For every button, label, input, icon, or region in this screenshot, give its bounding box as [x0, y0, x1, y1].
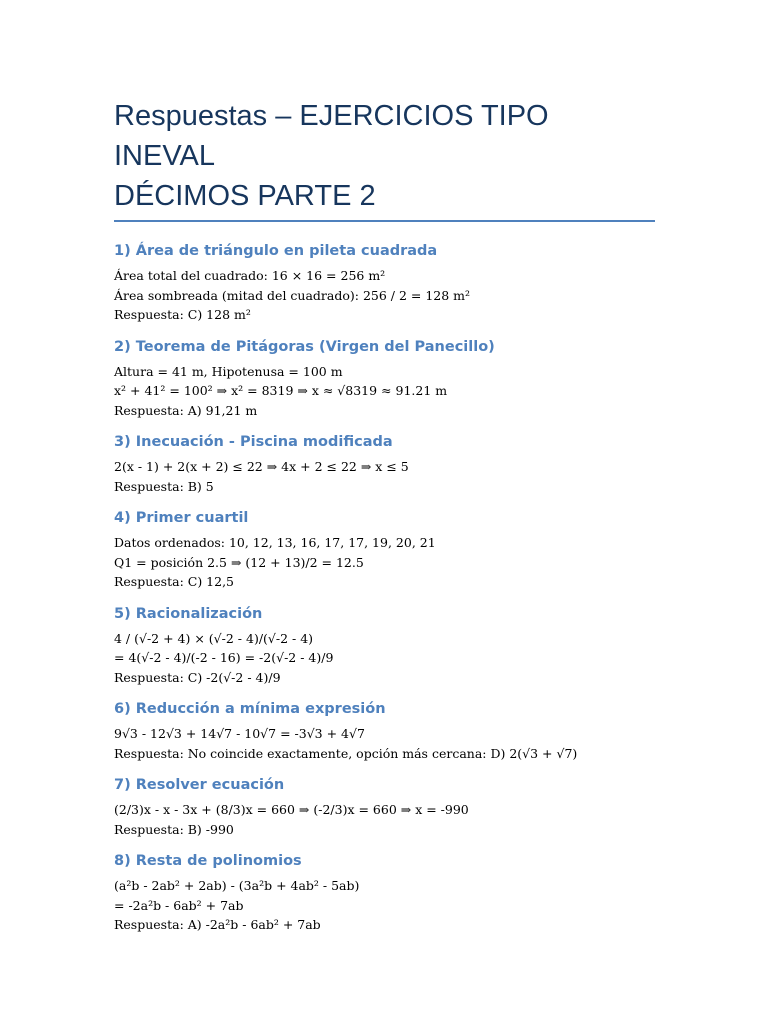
- section-heading: 1) Área de triángulo en pileta cuadrada: [114, 243, 438, 259]
- working-line: = 4(√-2 - 4)/(-2 - 16) = -2(√-2 - 4)/9: [114, 650, 334, 665]
- working-line: Área total del cuadrado: 16 × 16 = 256 m²: [114, 268, 386, 283]
- working-line: 4 / (√-2 + 4) × (√-2 - 4)/(√-2 - 4): [114, 630, 314, 646]
- title-underline-divider: [114, 220, 655, 222]
- working-line: (a²b - 2ab² + 2ab) - (3a²b + 4ab² - 5ab): [114, 878, 360, 893]
- working-line: 2(x - 1) + 2(x + 2) ≤ 22 ⇒ 4x + 2 ≤ 22 ⇒ x ≤ 5: [114, 459, 409, 474]
- section-heading: 3) Inecuación - Piscina modificada: [114, 434, 393, 450]
- document-title: [114, 96, 655, 216]
- answer-section-2: [114, 336, 655, 421]
- working-line: Q1 = posición 2.5 ⇒ (12 + 13)/2 = 12.5: [114, 554, 364, 570]
- answer-line: Respuesta: B) 5: [114, 478, 214, 494]
- answer-section-8: [114, 850, 655, 935]
- answer-section-5: [114, 603, 655, 688]
- section-heading: 2) Teorema de Pitágoras (Virgen del Panecillo): [114, 338, 495, 355]
- answer-line: Respuesta: C) -2(√-2 - 4)/9: [114, 669, 281, 685]
- working-line: Datos ordenados: 10, 12, 13, 16, 17, 17, 19, 20, 21: [114, 535, 436, 550]
- answers-list: [114, 240, 655, 935]
- section-heading: 5) Racionalización: [114, 605, 263, 622]
- answer-section-1: [114, 240, 655, 325]
- working-line: Altura = 41 m, Hipotenusa = 100 m: [114, 363, 343, 379]
- section-heading: 7) Resolver ecuación: [114, 777, 285, 793]
- answer-line: Respuesta: B) -990: [114, 821, 234, 837]
- answer-section-4: [114, 507, 655, 592]
- working-line: (2/3)x - x - 3x + (8/3)x = 660 ⇒ (-2/3)x = 660 ⇒ x = -990: [114, 802, 469, 817]
- section-heading: 4) Primer cuartil: [114, 510, 249, 526]
- answer-line: Respuesta: C) 12,5: [114, 574, 234, 589]
- answer-section-7: [114, 774, 655, 839]
- document-title-line-1: Respuestas – EJERCICIOS TIPO INEVAL: [114, 100, 549, 172]
- working-line: x² + 41² = 100² ⇒ x² = 8319 ⇒ x ≈ √8319 ≈ 91.21 m: [114, 383, 448, 398]
- answer-section-6: [114, 698, 655, 763]
- document-page: [114, 96, 655, 946]
- section-heading: 6) Reducción a mínima expresión: [114, 701, 386, 717]
- answer-section-3: [114, 431, 655, 496]
- working-line: Área sombreada (mitad del cuadrado): 256 / 2 = 128 m²: [114, 287, 471, 303]
- document-title-line-2: DÉCIMOS PARTE 2: [114, 180, 376, 212]
- working-line: 9√3 - 12√3 + 14√7 - 10√7 = -3√3 + 4√7: [114, 726, 365, 741]
- working-line: = -2a²b - 6ab² + 7ab: [114, 897, 244, 913]
- answer-line: Respuesta: A) -2a²b - 6ab² + 7ab: [114, 917, 321, 932]
- answer-line: Respuesta: A) 91,21 m: [114, 402, 258, 418]
- section-heading: 8) Resta de polinomios: [114, 853, 302, 869]
- answer-line: Respuesta: No coincide exactamente, opción más cercana: D) 2(√3 + √7): [114, 745, 578, 761]
- answer-line: Respuesta: C) 128 m²: [114, 307, 251, 322]
